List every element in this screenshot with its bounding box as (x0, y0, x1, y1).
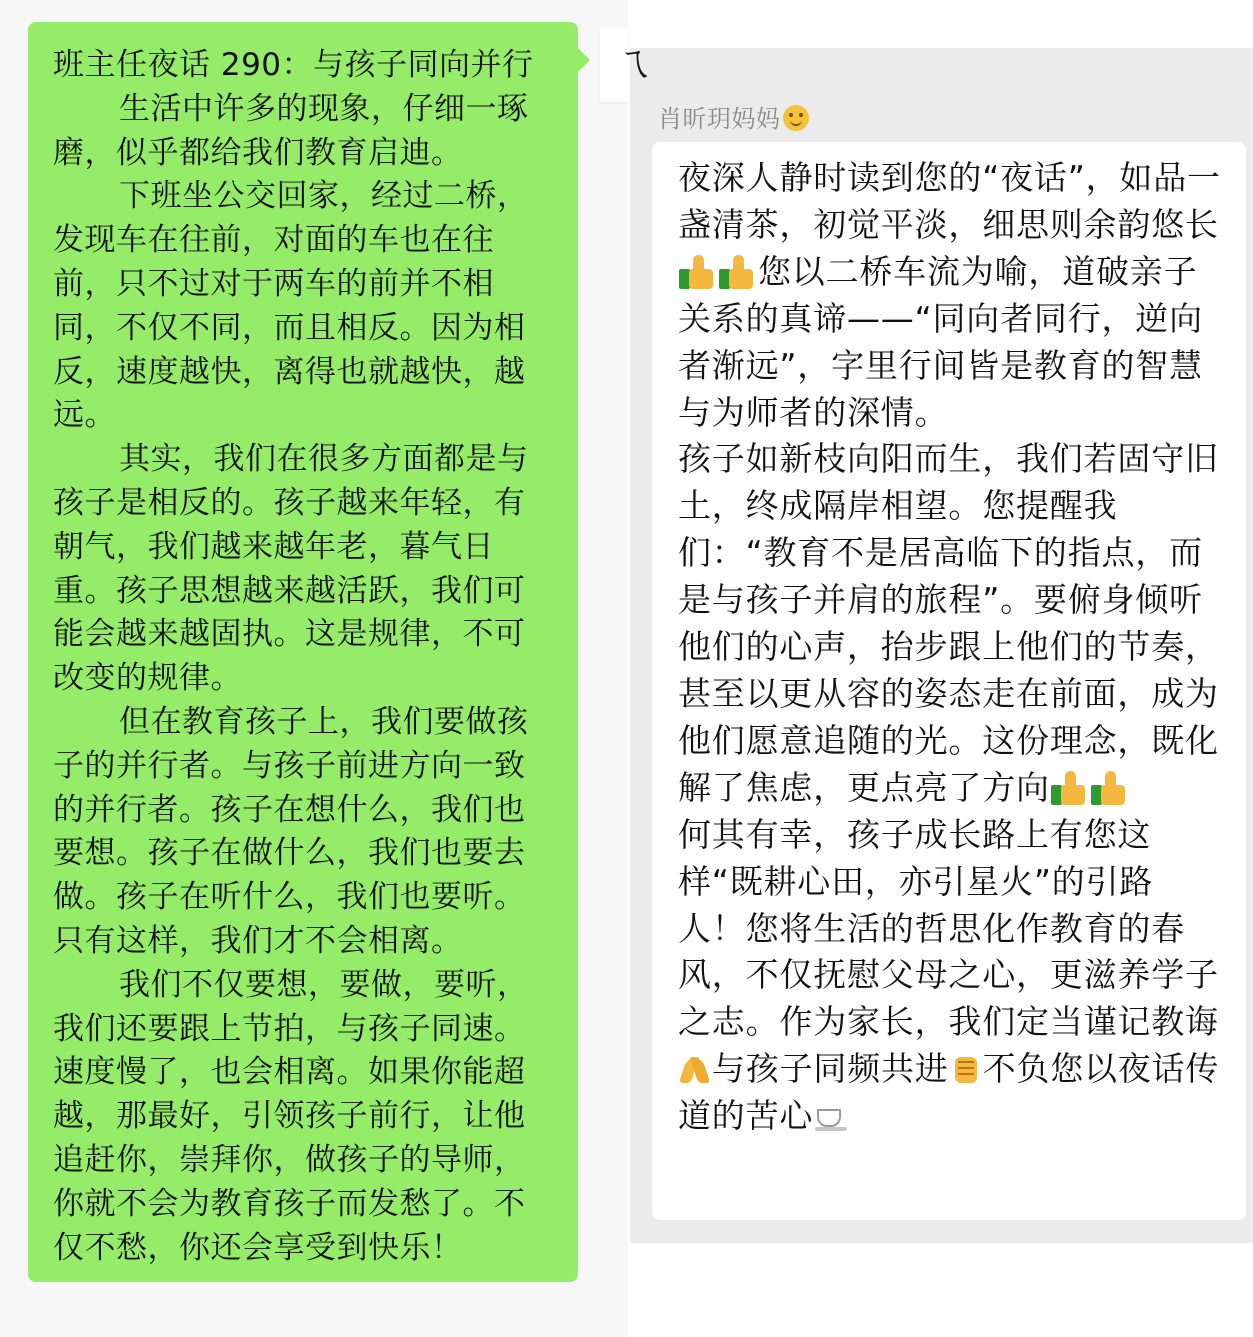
message-paragraph: 生活中许多的现象，仔细一琢磨，似乎都给我们教育启迪。 (53, 90, 529, 171)
reply-text: 不负您以夜话传道的苦心 (678, 1049, 1220, 1136)
message-title: 班主任夜话 290：与孩子同向并行 (53, 47, 534, 83)
thumbs-up-icon (1091, 771, 1129, 805)
received-message-bubble[interactable] (652, 142, 1246, 1220)
reply-text: 人！您将生活的哲思化作教育的春风，不仅抚慰父母之心，更滋养学子之志。作为家长，我们定当谨记教诲 (678, 908, 1219, 1042)
raised-fist-icon (949, 1053, 983, 1085)
reply-paragraph (678, 436, 1224, 811)
message-paragraph: 我们不仅要想，要做，要听，我们还要跟上节拍，与孩子同速。速度慢了，也会相离。如果你能超越，那最好，引领孩子前行，让他追赶你，崇拜你，做孩子的导师，你就不会为教育孩子而发愁了。不仅不愁，你还会享受到快乐！ (53, 966, 529, 1266)
message-paragraph: 下班坐公交回家，经过二桥，发现车在往前，对面的车也在往前，只不过对于两车的前并不相同，不仅不同，而且相反。因为相反，速度越快，离得也就越快，越远。 (53, 178, 529, 434)
thumbs-up-icon (1051, 771, 1089, 805)
message-paragraph: 但在教育孩子上，我们要做孩子的并行者。与孩子前进方向一致的并行者。孩子在想什么，我们也要想。孩子在做什么，我们也要去做。孩子在听什么，我们也要听。只有这样，我们才不会相离。 (53, 703, 529, 959)
sent-message-bubble[interactable] (28, 22, 578, 1282)
thumbs-up-icon (719, 255, 757, 289)
reply-text: 孩子如新枝向阳而生，我们若固守旧土，终成隔岸相望。您提醒我们：“教育不是居高临下的指点，而是与孩子并肩的旅程”。要俯身倾听他们的心声，抬步跟上他们的节奏，甚至以更从容的姿态走在前面，成为他们愿意追随的光。这份理念，既化解了焦虑，更点亮了方向 (678, 439, 1219, 807)
reply-text: 夜深人静时读到您的“夜话”，如品一盏清茶，初觉平淡，细思则余韵悠长 (678, 158, 1221, 244)
reply-paragraph: 何其有幸，孩子成长路上有您这样“既耕心田，亦引星火”的引路 (678, 814, 1154, 901)
reply-paragraph (678, 906, 1224, 1141)
smiling-face-icon (783, 105, 809, 131)
reply-paragraph (678, 155, 1224, 436)
message-paragraph: 其实，我们在很多方面都是与孩子是相反的。孩子越来年轻，有朝气，我们越来越年老，暮气日重。孩子思想越来越活跃，我们可能会越来越固执。这是规律，不可改变的规律。 (53, 441, 529, 697)
clipped-glyph: ㄟ (614, 40, 654, 86)
sender-name-text: 肖昕玥妈妈 (658, 105, 781, 133)
sent-bubble-tail (578, 48, 590, 72)
folded-hands-icon (678, 1053, 712, 1085)
tea-cup-icon (813, 1101, 851, 1133)
sender-name[interactable] (658, 103, 809, 135)
thumbs-up-icon (679, 255, 717, 289)
reply-text: 与孩子同频共进 (712, 1049, 949, 1089)
reply-text: 您以二桥车流为喻，道破亲子关系的真谛——“同向者同行，逆向者渐远”，字里行间皆是教育的智慧与为师者的深情。 (678, 251, 1203, 432)
